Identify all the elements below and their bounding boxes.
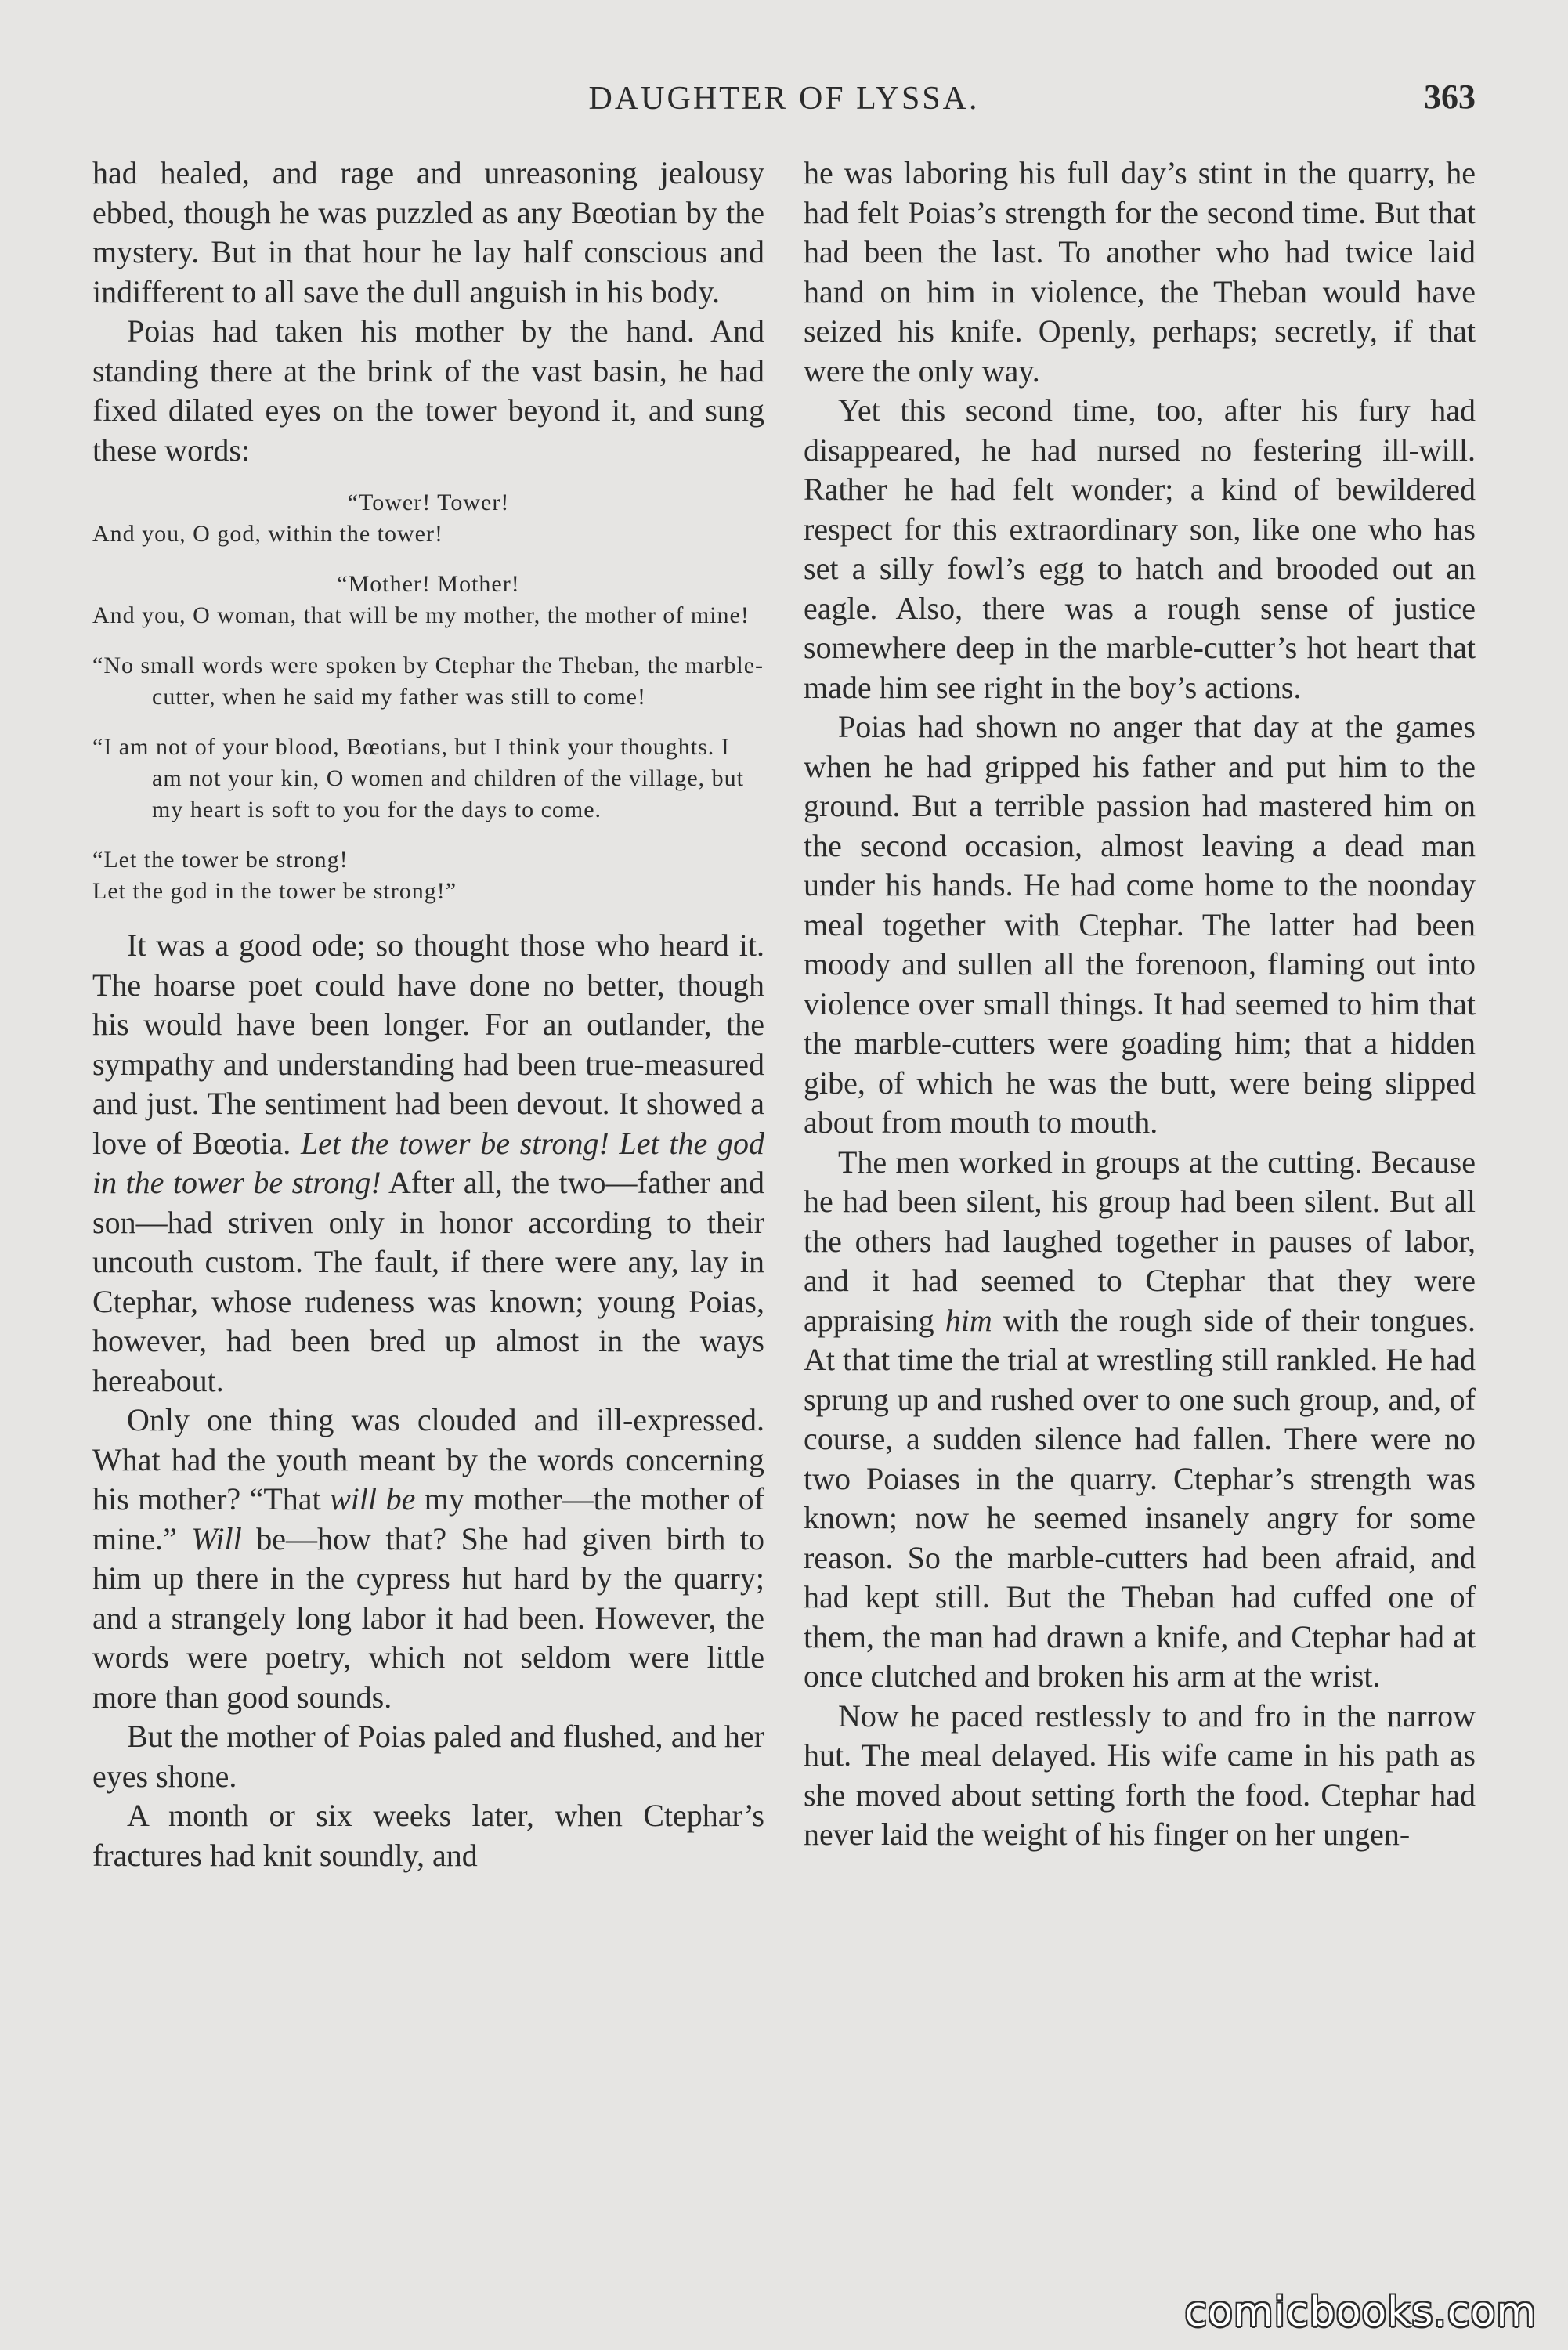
left-column xyxy=(92,154,764,1875)
ode-line: “Tower! Tower! xyxy=(347,490,510,515)
ode-line: “Mother! Mother! xyxy=(337,571,520,597)
text-run: with the rough side of their tongues. At that time the trial at wrestling still rankled. He had sprung up and rushed over to one such group, and, of course, a sudden silence had fallen. There were no two Poiases in the quarry. Ctephar’s strength was known; now he seemed insanely angry for some reason. So the marble-cutters had been afraid, and had kept still. But the Theban had cuffed one of them, the man had drawn a knife, and Ctephar had at once clutched and broken his arm at the wrist. xyxy=(804,1302,1476,1694)
ode-block xyxy=(92,487,764,907)
text-run: my mother—the mother of mine.” xyxy=(92,1481,764,1556)
right-column xyxy=(804,154,1476,1855)
text-run: be—how that? She had given birth to him up there in the cypress hut hard by the quarry; and a strangely long labor it had been. However, the words were poetry, which not seldom were little more than good sounds. xyxy=(92,1520,765,1715)
ode-stanza xyxy=(92,569,764,631)
text-run: It was a good ode; so thought those who heard it. The hoarse poet could have done no better, though his would have been longer. For an outlander, the sympathy and understanding had been true-measured and just. The sentiment had been devout. It showed a love of Bœotia. xyxy=(92,927,764,1161)
paragraph: Yet this second time, too, after his fury had disappeared, he had nursed no festering ill-will. Rather he had felt wonder; a kind of bewildered respect for this extraordinary son, like one who has set a silly fowl’s egg to hatch and brooded out an eagle. Also, there was a rough sense of justice somewhere deep in the marble-cutter’s hot heart that made him see right in the boy’s actions. xyxy=(804,392,1476,705)
paragraph: Poias had taken his mother by the hand. And standing there at the brink of the vast basin, he had fixed dilated eyes on the tower beyond it, and sung these words: xyxy=(92,313,764,468)
text-run: The men worked in groups at the cutting. Because he had been silent, his group had been silent. But all the others had laughed together in pauses of labor, and it had seemed to Ctephar that they were appraising xyxy=(804,1144,1476,1338)
ode-stanza xyxy=(92,732,764,826)
paragraph xyxy=(92,926,764,1401)
ode-line: And you, O woman, that will be my mother, the mother of mine! xyxy=(92,602,750,628)
ode-line: Let the god in the tower be strong!” xyxy=(92,878,457,904)
page-number: 363 xyxy=(1424,78,1476,116)
running-title: DAUGHTER OF LYSSA. xyxy=(588,81,980,117)
italic-text: Will xyxy=(191,1520,242,1556)
italic-text: Let the tower be strong! Let the god in the tower be strong! xyxy=(92,1125,764,1200)
paragraph: he was laboring his full day’s stint in the quarry, he had felt Poias’s strength for the second time. But that had been the last. To another who had twice laid hand on him in violence, the Theban would have seized his knife. Openly, perhaps; secretly, if that were the only way. xyxy=(804,155,1476,389)
ode-stanza xyxy=(92,650,764,713)
text-run: After all, the two—father and son—had striven only in honor according to their uncouth custom. The fault, if there were any, lay in Ctephar, whose rudeness was known; young Poias, however, had been bred up almost in the ways hereabout. xyxy=(92,1165,764,1398)
paragraph: Now he paced restlessly to and fro in the narrow hut. The meal delayed. His wife came in his path as she moved about setting forth the food. Ctephar had never laid the weight of his finger on her ungen- xyxy=(804,1697,1476,1852)
paragraph xyxy=(92,1401,764,1717)
watermark-logo: comicbooks.com xyxy=(1184,2289,1537,2336)
paragraph xyxy=(804,1143,1476,1697)
text-run: Only one thing was clouded and ill-expressed. What had the youth meant by the words concerning his mother? “That xyxy=(92,1402,764,1517)
ode-line: “I am not of your blood, Bœotians, but I think your thoughts. I am not your kin, O women and children of the village, but my heart is soft to you for the days to come. xyxy=(92,734,745,822)
ode-stanza xyxy=(92,844,764,907)
paragraph: had healed, and rage and unreasoning jealousy ebbed, though he was puzzled as any Bœotian by the mystery. But in that hour he lay half conscious and indifferent to all save the dull anguish in his body. xyxy=(92,155,764,309)
ode-line: And you, O god, within the tower! xyxy=(92,521,443,547)
paragraph: A month or six weeks later, when Ctephar’s fractures had knit soundly, and xyxy=(92,1798,764,1873)
italic-text: him xyxy=(945,1302,992,1338)
paragraph: Poias had shown no anger that day at the games when he had gripped his father and put him to the ground. But a terrible passion had mastered him on the second occasion, almost leaving a dead man under his hands. He had come home to the noonday meal together with Ctephar. The latter had been moody and sullen all the forenoon, flaming out into violence over small things. It had seemed to him that the marble-cutters were goading him; that a hidden gibe, of which he was the butt, were being slipped about from mouth to mouth. xyxy=(804,709,1476,1140)
ode-line: “Let the tower be strong! xyxy=(92,847,349,873)
ode-line: “No small words were spoken by Ctephar the Theban, the marble-cutter, when he said my father was still to come! xyxy=(92,653,764,710)
page-header xyxy=(92,75,1476,122)
italic-text: will be xyxy=(330,1481,416,1517)
paragraph: But the mother of Poias paled and flushed, and her eyes shone. xyxy=(92,1719,764,1794)
ode-stanza xyxy=(92,487,764,550)
